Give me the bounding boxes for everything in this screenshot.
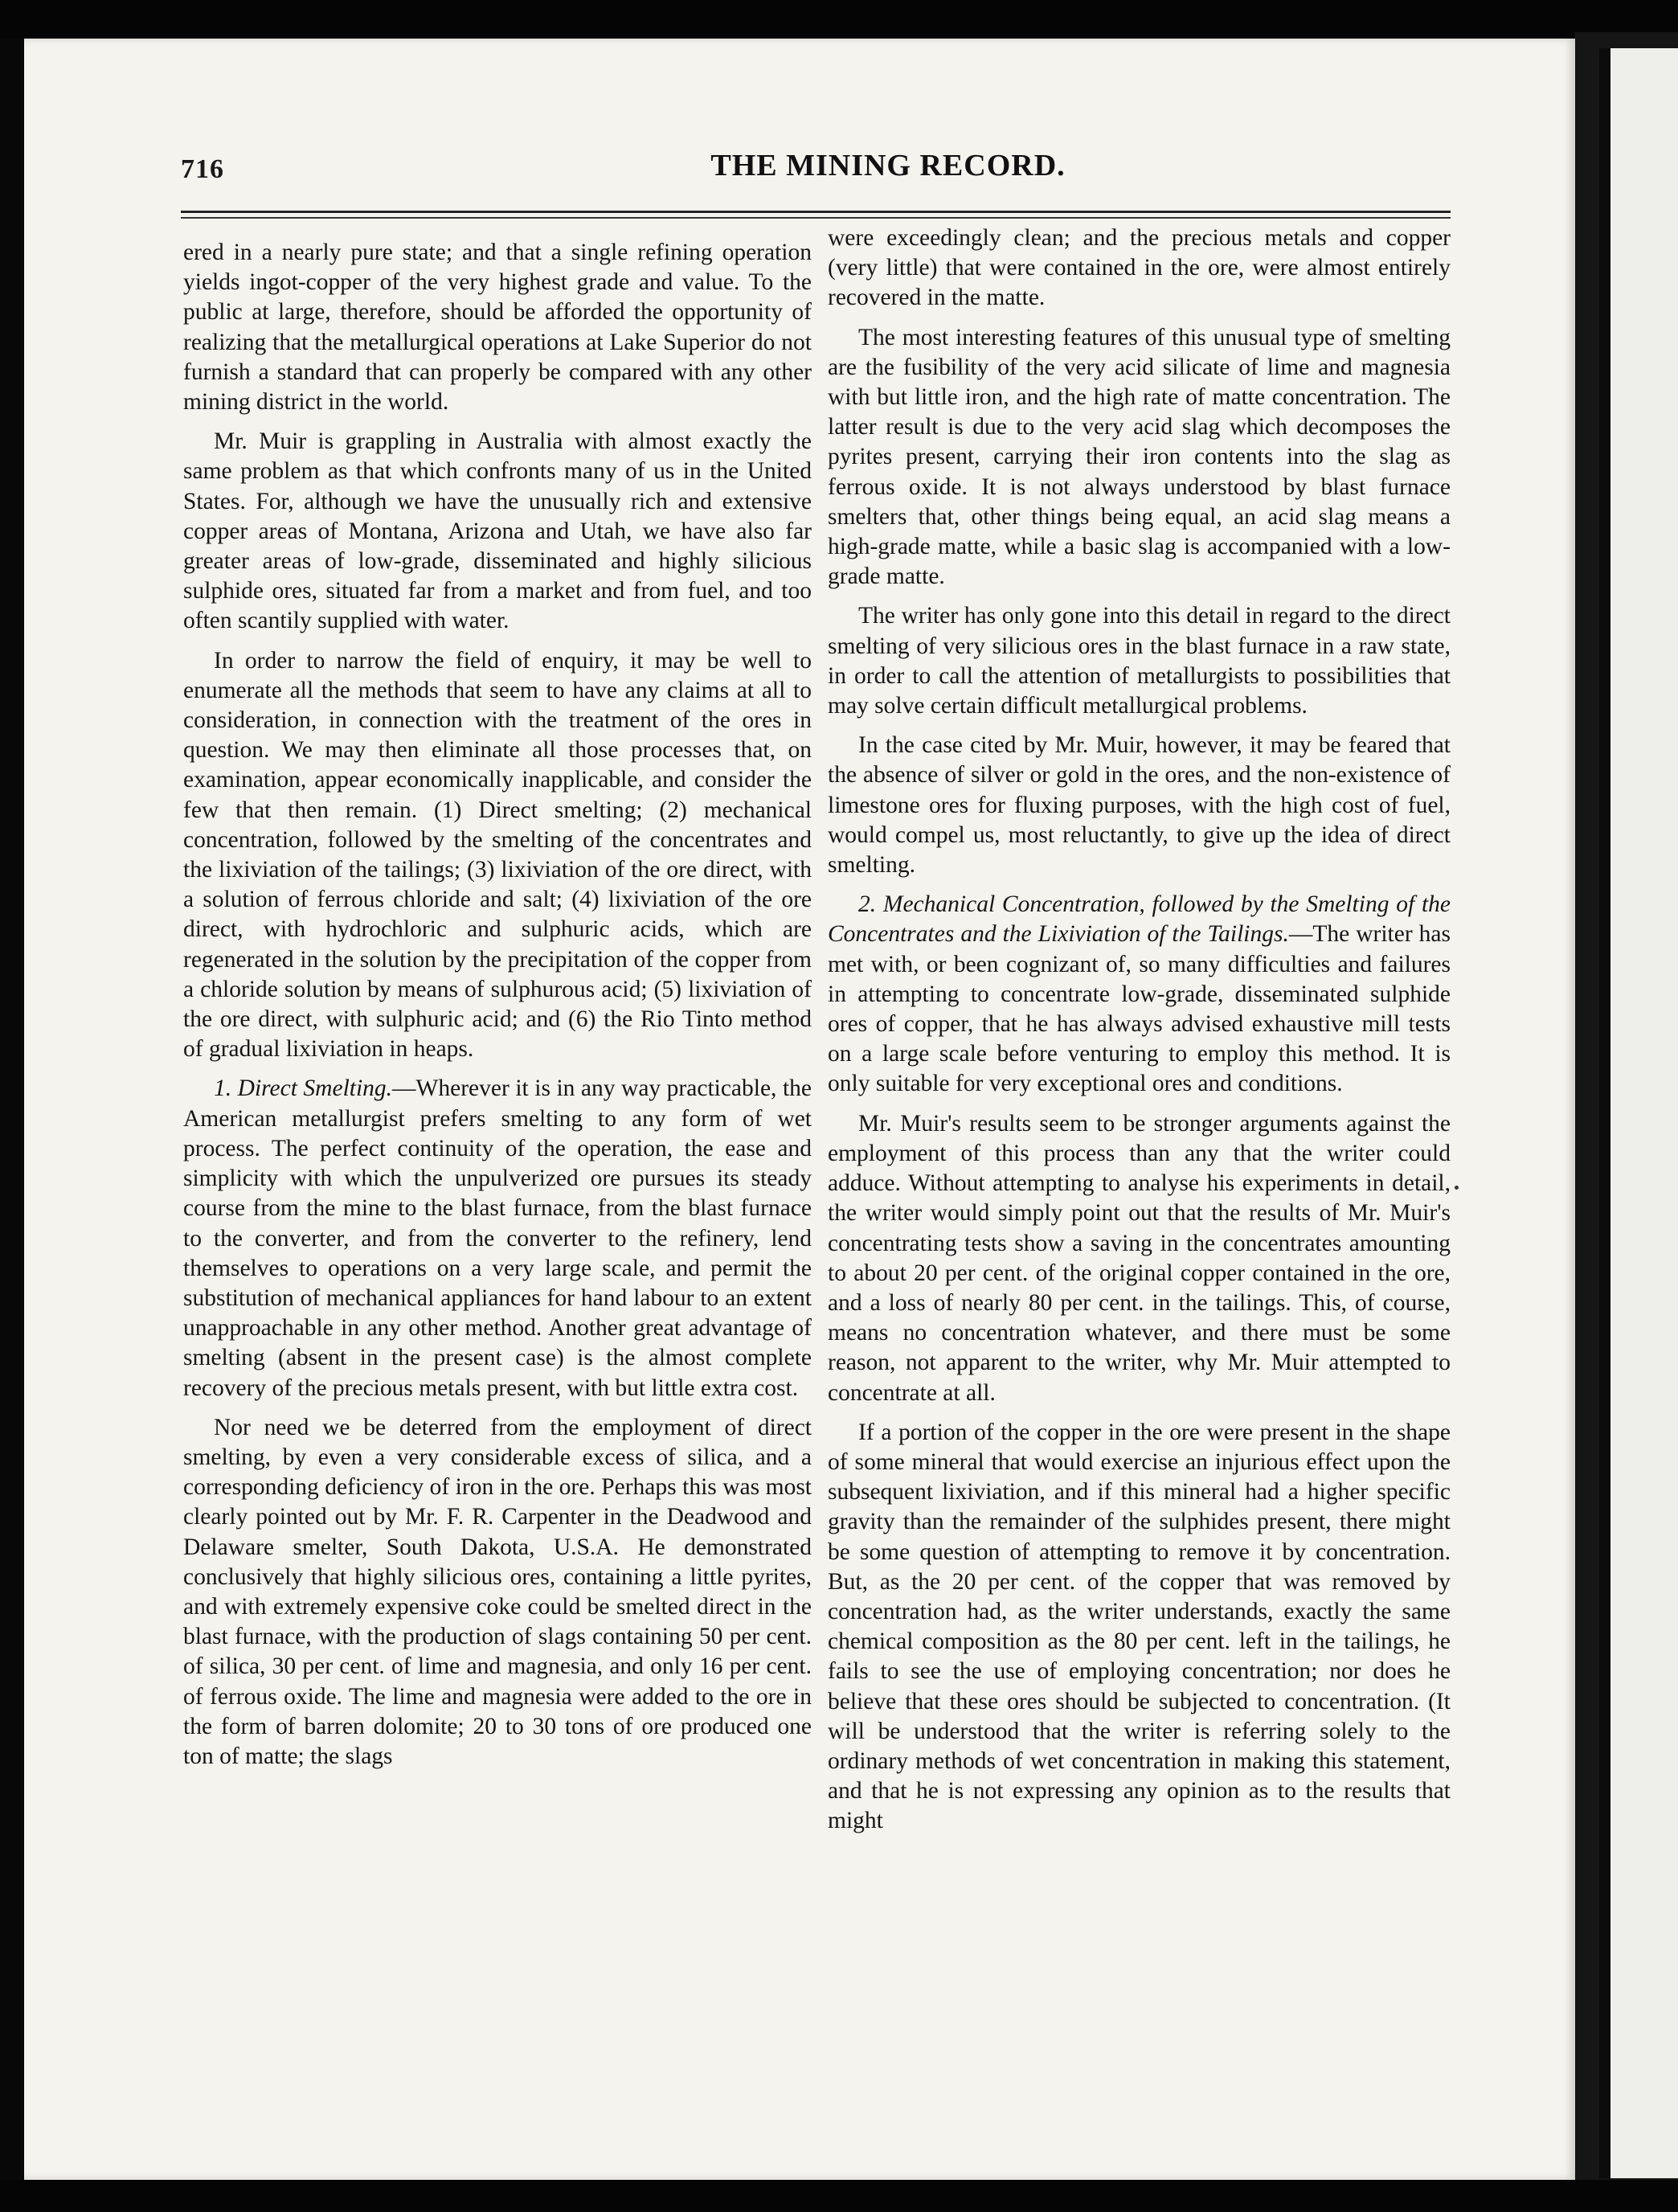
paragraph: The writer has only gone into this detail in regard to the direct smelting of very silicious ores in the blast furnace in a raw state, in order to call the attention of metallurgists to possibilities that may solve certain difficult metallurgical problems. (828, 603, 1451, 719)
running-title: THE MINING RECORD. (710, 149, 1066, 182)
scan-border-top (0, 0, 1678, 39)
paragraph: Mr. Muir is grappling in Australia with almost exactly the same problem as that which confronts many of us in the United States. For, although we have the unusually rich and extensive copper areas of Montana, Arizona and Utah, we have also far greater areas of low-grade, disseminated and highly silicious sulphide ores, situated far from a market and from fuel, and too often scantily supplied with water. (183, 428, 812, 634)
paragraph-mechanical-concentration (828, 890, 1451, 1099)
ink-speck (1455, 1186, 1459, 1190)
paragraph: Nor need we be deterred from the employment of direct smelting, by even a very considerable excess of silica, and a corresponding deficiency of iron in the ore. Perhaps this was most clearly pointed out by Mr. F. R. Carpenter in the Deadwood and Delaware smelter, South Dakota, U.S.A. He demonstrated conclusively that highly silicious ores, containing a little pyrites, and with extremely expensive coke could be smelted direct in the blast furnace, with the production of slags containing 50 per cent. of silica, 30 per cent. of lime and magnesia, and only 16 per cent. of ferrous oxide. The lime and magnesia were added to the ore in the form of barren dolomite; 20 to 30 tons of ore produced one ton of matte; the slags (183, 1414, 812, 1769)
paragraph: The most interesting features of this unusual type of smelting are the fusibility of the very acid silicate of lime and magnesia with but little iron, and the high rate of matte concentration. The latter result is due to the very acid slag which decomposes the pyrites present, carrying their iron contents into the slag as ferrous oxide. It is not always understood by blast furnace smelters that, other things being equal, an acid slag means a high-grade matte, while a basic slag is accompanied with a low-grade matte. (828, 324, 1451, 590)
facing-page-sliver (1599, 48, 1678, 2178)
section-heading: 1. Direct Smelting. (214, 1075, 393, 1102)
paragraph: If a portion of the copper in the ore were present in the shape of some mineral that would exercise an injurious effect upon the subsequent lixiviation, and if this mineral had a higher specific gravity than the remainder of the sulphides present, there might be some question of attempting to remove it by concentration. But, as the 20 per cent. of the copper that was removed by concentration had, as the writer understands, exactly the same chemical composition as the 80 per cent. left in the tailings, he fails to see the use of employing concentration; nor does he believe that these ores should be subjected to concentration. (It will be understood that the writer is referring solely to the ordinary methods of wet concentration in making this statement, and that he is not expressing any opinion as to the results that might (828, 1419, 1451, 1834)
paragraph: Mr. Muir's results seem to be stronger arguments against the employment of this process than any that the writer could adduce. Without attempting to analyse his experiments in detail, the writer would simply point out that the results of Mr. Muir's concentrating tests show a saving in the concentrates amounting to about 20 per cent. of the original copper contained in the ore, and a loss of nearly 80 per cent. in the tailings. This, of course, means no concentration whatever, and there must be some reason, not apparent to the writer, why Mr. Muir attempted to concentrate at all. (828, 1110, 1451, 1406)
left-column (183, 238, 812, 1781)
paragraph-direct-smelting (183, 1074, 812, 1403)
paragraph: ered in a nearly pure state; and that a single refining operation yields ingot-copper of the very highest grade and value. To the public at large, therefore, should be afforded the opportunity of realizing that the metallurgical operations at Lake Superior do not furnish a standard that can properly be compared with any other mining district in the world. (183, 240, 812, 416)
paragraph: were exceedingly clean; and the precious metals and copper (very little) that were contained in the ore, were almost entirely recovered in the matte. (828, 225, 1451, 311)
scan-border-left (0, 0, 24, 2212)
scan-border-bottom (0, 2180, 1678, 2212)
section-heading: 2. Mechanical Concentration, followed by the Smelting of the Concentrates and the Lixiviation of the Tailings. (828, 891, 1451, 948)
paragraph: In the case cited by Mr. Muir, however, it may be feared that the absence of silver or gold in the ores, and the non-existence of limestone ores for fluxing purposes, with the high cost of fuel, would compel us, most reluctantly, to give up the idea of direct smelting. (828, 732, 1451, 879)
page-number: 716 (181, 154, 224, 184)
header-rule-top (181, 211, 1451, 213)
paragraph: In order to narrow the field of enquiry, it may be well to enumerate all the methods that seem to have any claims at all to consideration, in connection with the treatment of the ores in question. We may then eliminate all those processes that, on examination, appear economically inapplicable, and consider the few that then remain. (1) Direct smelting; (2) mechanical concentration, followed by the smelting of the concentrates and the lixiviation of the tailings; (3) lixiviation of the ore direct, with a solution of ferrous chloride and salt; (4) lixiviation of the ore direct, with hydrochloric and sulphuric acids, which are regenerated in the solution by the precipitation of the copper from a chloride solution by means of sulphurous acid; (5) lixiviation of the ore direct, with sulphuric acid; and (6) the Rio Tinto method of gradual lixiviation in heaps. (183, 647, 812, 1063)
paragraph-body: —The writer has met with, or been cognizant of, so many difficulties and failures in attempting to concentrate low-grade, disseminated sulphide ores of copper, that he has always advised exhaustive mill tests on a large scale before venturing to employ this method. It is only suitable for very exceptional ores and conditions. (828, 921, 1451, 1097)
right-column (828, 223, 1451, 1846)
page-header (181, 145, 1434, 193)
header-rule-bottom (181, 217, 1451, 219)
paragraph-body: —Wherever it is in any way practicable, the American metallurgist prefers smelting to any form of wet process. The perfect continuity of the operation, the ease and simplicity with which the unpulverized ore pursues its steady course from the mine to the blast furnace, from the blast furnace to the converter, and from the converter to the refinery, lend themselves to operations on a very large scale, and permit the substitution of mechanical appliances for hand labour to an extent unapproachable in any other method. Another great advantage of smelting (absent in the present case) is the almost complete recovery of the precious metals present, with but little extra cost. (183, 1075, 812, 1401)
